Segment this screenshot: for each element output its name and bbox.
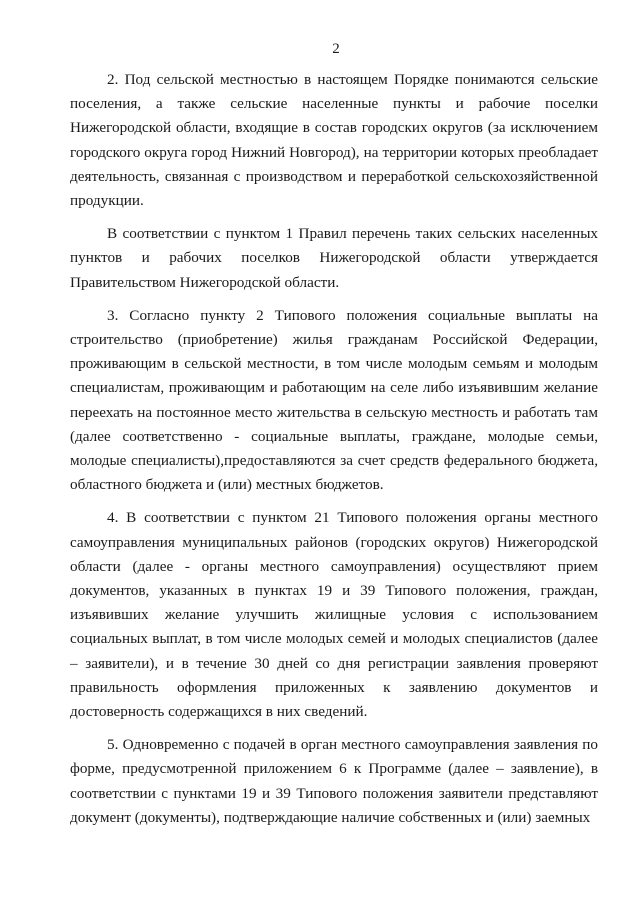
paragraph-document-acceptance: 4. В соответствии с пунктом 21 Типового положения органы местного самоуправления муниципальных районов (городских округов) Нижегородской области (далее - органы местного самоуправления) осуществляют прием документов, указанных в пунктах 19 и 39 Типового положения, граждан, изъявивших желание улучшить жилищные условия с использованием социальных выплат, в том числе молодых семей и молодых специалистов (далее – заявители), и в течение 30 дней со дня регистрации заявления проверяют правильность оформления приложенных к заявлению документов и достоверность содержащихся в них сведений. (70, 509, 598, 721)
page-number: 2 (332, 41, 340, 57)
document-body (70, 68, 598, 839)
paragraph-social-payments: 3. Согласно пункту 2 Типового положения социальные выплаты на строительство (приобретение) жилья гражданам Российской Федерации, проживающим в сельской местности, в том числе молодым семьям и молодым специалистам, проживающим и работающим на селе либо изъявившим желание переехать на постоянное место жительства в сельскую местность и работать там (далее соответственно - социальные выплаты, граждане, молодые семьи, молодые специалисты),предоставляются за счет средств федерального бюджета, областного бюджета и (или) местных бюджетов. (70, 306, 598, 494)
paragraph-settlements-list: В соответствии с пунктом 1 Правил перечень таких сельских населенных пунктов и рабочих поселков Нижегородской области утверждается Правительством Нижегородской области. (70, 225, 598, 291)
paragraph-rural-area-definition: 2. Под сельской местностью в настоящем Порядке понимаются сельские поселения, а также сельские населенные пункты и рабочие поселки Нижегородской области, входящие в состав городских округов (за исключением городского округа город Нижний Новгород), на территории которых преобладает деятельность, связанная с производством и переработкой сельскохозяйственной продукции. (70, 71, 598, 210)
paragraph-application-submission: 5. Одновременно с подачей в орган местного самоуправления заявления по форме, предусмотренной приложением 6 к Программе (далее – заявление), в соответствии с пунктами 19 и 39 Типового положения заявители представляют документ (документы), подтверждающие наличие собственных и (или) заемных (70, 736, 598, 826)
